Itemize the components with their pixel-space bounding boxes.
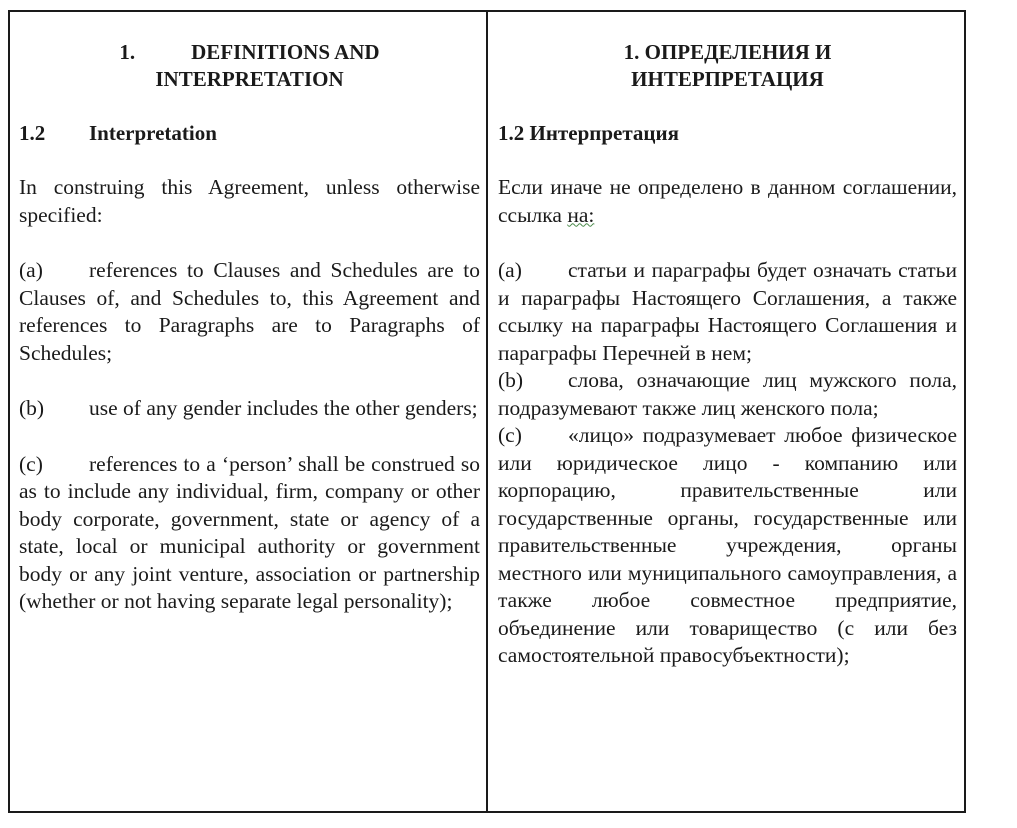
- clause-item-en-a: [19, 257, 480, 367]
- clause-label: (b): [19, 396, 45, 420]
- section-title-en-line2: INTERPRETATION: [155, 67, 344, 91]
- section-heading-ru: [498, 39, 957, 93]
- subsection-heading-en: [19, 120, 480, 147]
- clause-label: (b): [498, 368, 524, 392]
- section-heading-en: [19, 39, 480, 93]
- section-number-en: 1.: [119, 40, 136, 64]
- clause-label: (c): [19, 451, 43, 476]
- clause-item-ru-b: [498, 367, 957, 422]
- bilingual-table: [8, 10, 966, 813]
- russian-column: [488, 12, 964, 811]
- clause-text: references to a ‘person’ shall be construed so as to include any individual, firm, company or other body corporate, government, state or agency of a state, local or municipal authority or government body or any joint venture, association or partnership (whether or not having separate legal personality);: [19, 451, 480, 613]
- intro-paragraph-en: In construing this Agreement, unless otherwise specified:: [19, 175, 480, 227]
- clause-text: «лицо» подразумевает любое физическое или юридическое лицо - компанию или корпорацию, правительственные или государственные органы, государственные или правительственные учреждения, органы местного или муниципального самоуправления, а также любое совместное предприятие, объединение или товарищество (с или без самостоятельной правосубъектности);: [498, 423, 957, 667]
- section-title-ru-line2: ИНТЕРПРЕТАЦИЯ: [631, 67, 824, 91]
- subsection-heading-ru: 1.2 Интерпретация: [498, 121, 679, 145]
- intro-text-ru: Если иначе не определено в данном соглашении, ссылка: [498, 175, 957, 227]
- section-title-en-line1: DEFINITIONS AND: [191, 40, 380, 64]
- english-column: [10, 12, 488, 811]
- clause-text: use of any gender includes the other genders;: [89, 396, 478, 420]
- clause-label: (a): [19, 258, 43, 282]
- clause-item-ru-a: [498, 257, 957, 367]
- intro-paragraph-ru: [498, 174, 957, 229]
- subsection-title-en: Interpretation: [89, 121, 217, 145]
- clause-label: (a): [498, 258, 522, 282]
- clause-text: references to Clauses and Schedules are to Clauses of, and Schedules to, this Agreement and references to Paragraphs are to Paragraphs of Schedules;: [19, 258, 480, 365]
- section-title-ru-line1: 1. ОПРЕДЕЛЕНИЯ И: [623, 40, 832, 64]
- clause-text: слова, означающие лиц мужского пола, подразумевают также лиц женского пола;: [498, 368, 957, 420]
- subsection-number-en: 1.2: [19, 121, 46, 145]
- clause-text: статьи и параграфы будет означать статьи и параграфы Настоящего Соглашения, а также ссылку на параграфы Настоящего Соглашения и параграфы Перечней в нем;: [498, 258, 957, 365]
- clause-label: (c): [498, 423, 522, 447]
- clause-item-ru-c: [498, 422, 957, 670]
- clause-item-en-c: [19, 451, 480, 616]
- clause-item-en-b: [19, 395, 480, 423]
- intro-tail-ru: на:: [567, 202, 595, 227]
